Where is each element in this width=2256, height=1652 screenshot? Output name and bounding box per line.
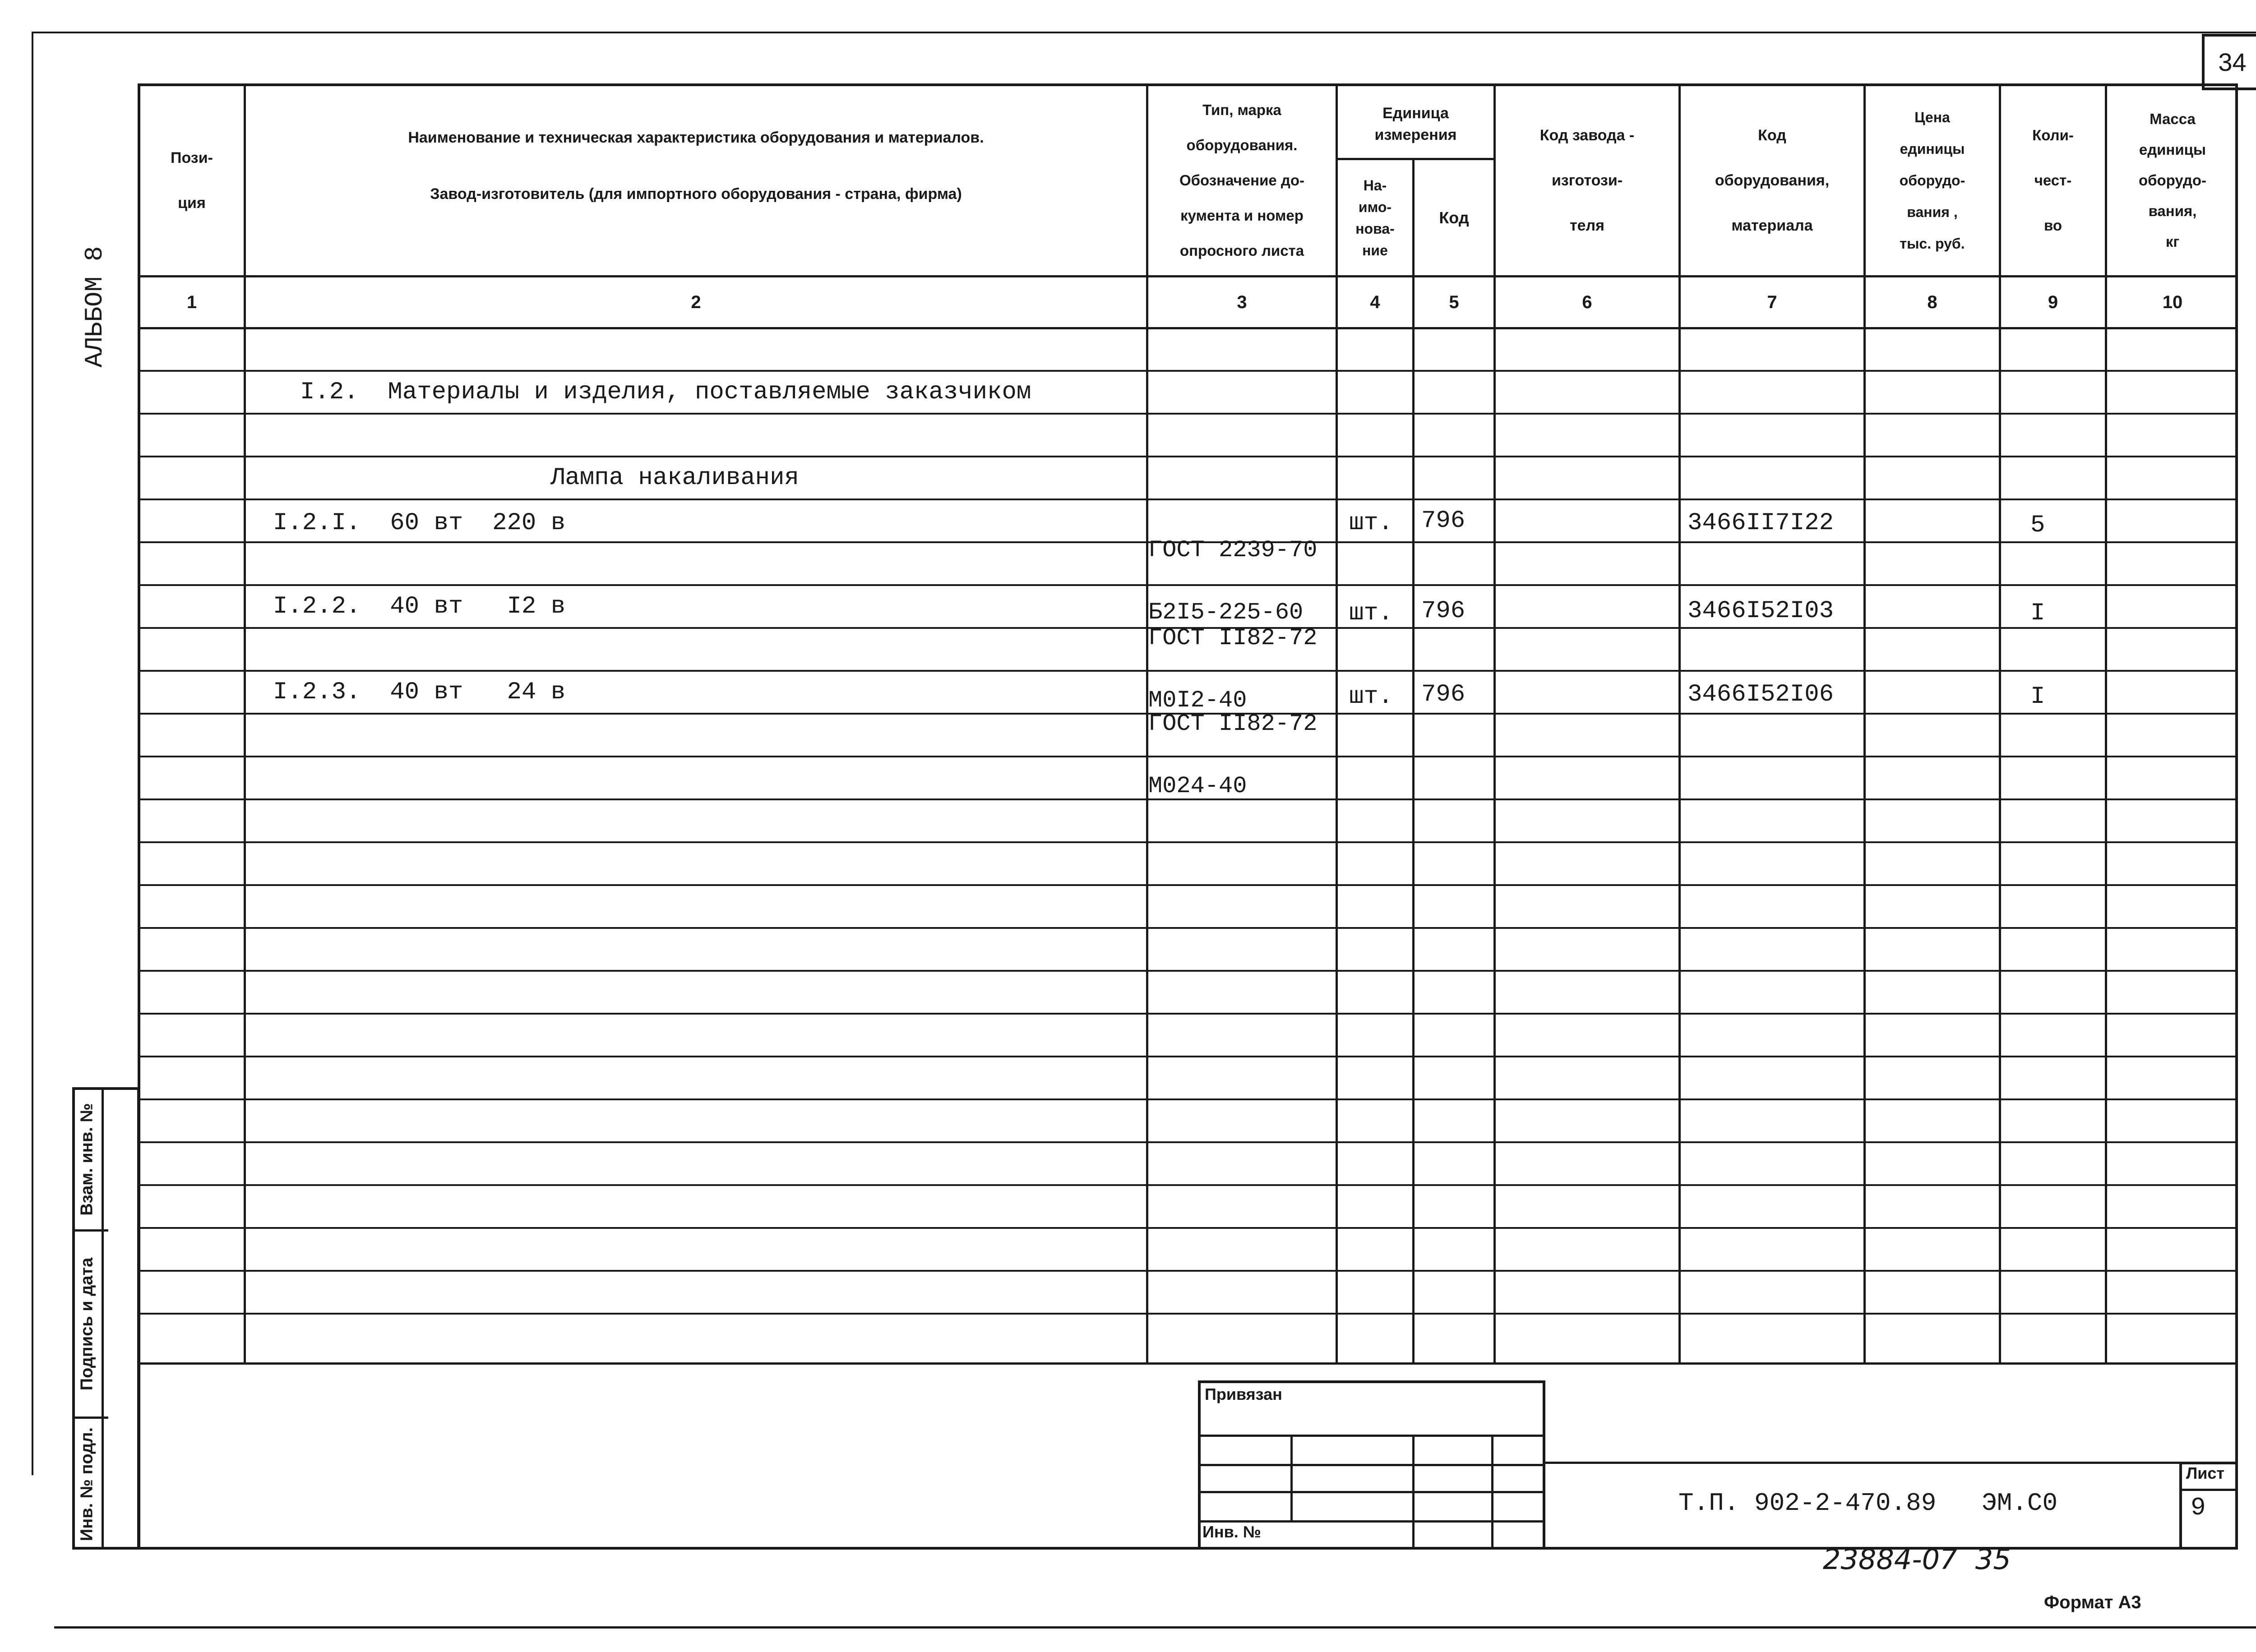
header-unit-name: На- имо- нова- ние bbox=[1355, 177, 1395, 258]
item-2-doc-line2: М0I2-40 bbox=[1148, 687, 1247, 714]
handwritten-number: 23884-07 35 bbox=[1823, 1543, 2011, 1576]
row-line-3 bbox=[138, 456, 2238, 457]
left-trim-line bbox=[32, 32, 33, 1475]
header-name-line2: Завод-изготовитель (для импортного оборудования - страна, фирма) bbox=[430, 185, 962, 203]
header-equip-code: Код оборудования, материала bbox=[1715, 127, 1830, 234]
privyazan-vline-2 bbox=[1412, 1435, 1415, 1550]
item-2-name: I.2.2. 40 вт I2 в bbox=[273, 593, 566, 620]
table-bottom-line bbox=[138, 1362, 2238, 1365]
item-2-qty: I bbox=[2030, 600, 2045, 627]
group-title: Лампа накаливания bbox=[550, 464, 799, 492]
row-line-14 bbox=[138, 927, 2238, 929]
privyazan-vline-1 bbox=[1290, 1435, 1293, 1520]
item-2-unit: шт. bbox=[1349, 600, 1393, 627]
header-quantity: Коли- чест- во bbox=[2032, 127, 2074, 234]
sheet-divider bbox=[2179, 1489, 2238, 1491]
format-label: Формат А3 bbox=[2044, 1592, 2141, 1612]
privyazan-label: Привязан bbox=[1205, 1385, 1282, 1403]
doc-code-top-line bbox=[1543, 1462, 2238, 1464]
colnum-bottom-line bbox=[138, 327, 2238, 329]
colnum-2: 2 bbox=[691, 292, 701, 312]
item-1-doc-line2: Б2I5-225-60 bbox=[1148, 599, 1304, 626]
sheet-number: 9 bbox=[2191, 1493, 2206, 1522]
bottom-trim-line bbox=[54, 1626, 2256, 1629]
header-position: Пози- ция bbox=[171, 149, 213, 212]
row-line-21 bbox=[138, 1227, 2238, 1229]
colnum-6: 6 bbox=[1582, 292, 1592, 312]
header-mass: Масса единицы оборудо- вания, кг bbox=[2138, 111, 2207, 250]
colnum-8: 8 bbox=[1927, 292, 1937, 312]
item-3-doc-line1: ГОСТ II82-72 bbox=[1148, 711, 1318, 737]
row-line-23 bbox=[138, 1313, 2238, 1315]
side-sign-date: Подпись и дата bbox=[77, 1257, 96, 1391]
item-1-unit-code: 796 bbox=[1421, 507, 1465, 535]
header-factory-code: Код завода - изготози- теля bbox=[1539, 127, 1635, 234]
header-price: Цена единицы оборудо- вания , тыс. руб. bbox=[1899, 109, 1965, 252]
item-3-unit: шт. bbox=[1349, 683, 1393, 711]
item-1-name: I.2.I. 60 вт 220 в bbox=[273, 509, 566, 537]
item-3-name: I.2.3. 40 вт 24 в bbox=[273, 678, 566, 706]
page-number: 34 bbox=[2218, 48, 2247, 76]
inv-no-label: Инв. № bbox=[1202, 1523, 1261, 1541]
item-3-unit-code: 796 bbox=[1421, 681, 1465, 708]
item-1-qty: 5 bbox=[2030, 512, 2045, 539]
colnum-7: 7 bbox=[1767, 292, 1777, 312]
doc-code: Т.П. 902-2-470.89 ЭМ.С0 bbox=[1678, 1489, 2058, 1518]
header-name-line1: Наименование и техническая характеристика оборудования и материалов. bbox=[408, 129, 984, 146]
item-3-equip-code: 3466I52I06 bbox=[1687, 681, 1834, 708]
item-2-equip-code: 3466I52I03 bbox=[1687, 597, 1834, 625]
item-3-doc bbox=[1148, 672, 1317, 817]
row-line-15 bbox=[138, 970, 2238, 972]
section-title: I.2. Материалы и изделия, поставляемые заказчиком bbox=[300, 378, 1031, 406]
item-2-doc-line1: ГОСТ II82-72 bbox=[1148, 625, 1318, 651]
colnum-1: 1 bbox=[186, 292, 197, 312]
row-line-17 bbox=[138, 1056, 2238, 1057]
row-line-16 bbox=[138, 1013, 2238, 1015]
side-inv-no: Инв. № подл. bbox=[77, 1427, 96, 1541]
item-1-equip-code: 3466II7I22 bbox=[1687, 509, 1834, 537]
colnum-10: 10 bbox=[2162, 292, 2183, 312]
row-line-22 bbox=[138, 1270, 2238, 1272]
col-divider-4 bbox=[1412, 158, 1415, 1365]
album-label: АЛЬБОМ 8 bbox=[80, 246, 109, 368]
colnum-5: 5 bbox=[1449, 292, 1459, 312]
privyazan-vline-3 bbox=[1491, 1435, 1493, 1550]
sheet-label: Лист bbox=[2186, 1464, 2225, 1482]
colnum-3: 3 bbox=[1237, 292, 1247, 312]
header-type: Тип, марка оборудования. Обозначение до- кумента и номер опросного листа bbox=[1179, 102, 1304, 259]
top-trim-line bbox=[32, 32, 2256, 33]
header-unit-group: Единица измерения bbox=[1374, 105, 1457, 143]
colnum-4: 4 bbox=[1370, 292, 1380, 312]
row-line-20 bbox=[138, 1184, 2238, 1186]
row-line-19 bbox=[138, 1141, 2238, 1143]
item-1-doc-line1: ГОСТ 2239-70 bbox=[1148, 537, 1318, 563]
row-line-18 bbox=[138, 1098, 2238, 1100]
colnum-9: 9 bbox=[2048, 292, 2058, 312]
item-3-doc-line2: М024-40 bbox=[1148, 773, 1247, 799]
row-line-1 bbox=[138, 370, 2238, 372]
header-unit-code: Код bbox=[1439, 208, 1469, 227]
row-line-13 bbox=[138, 884, 2238, 886]
side-vzam-inv: Взам. инв. № bbox=[77, 1103, 96, 1216]
item-3-qty: I bbox=[2030, 683, 2045, 711]
row-line-2 bbox=[138, 413, 2238, 415]
row-line-12 bbox=[138, 841, 2238, 843]
item-1-unit: шт. bbox=[1349, 509, 1393, 537]
item-2-unit-code: 796 bbox=[1421, 597, 1465, 625]
